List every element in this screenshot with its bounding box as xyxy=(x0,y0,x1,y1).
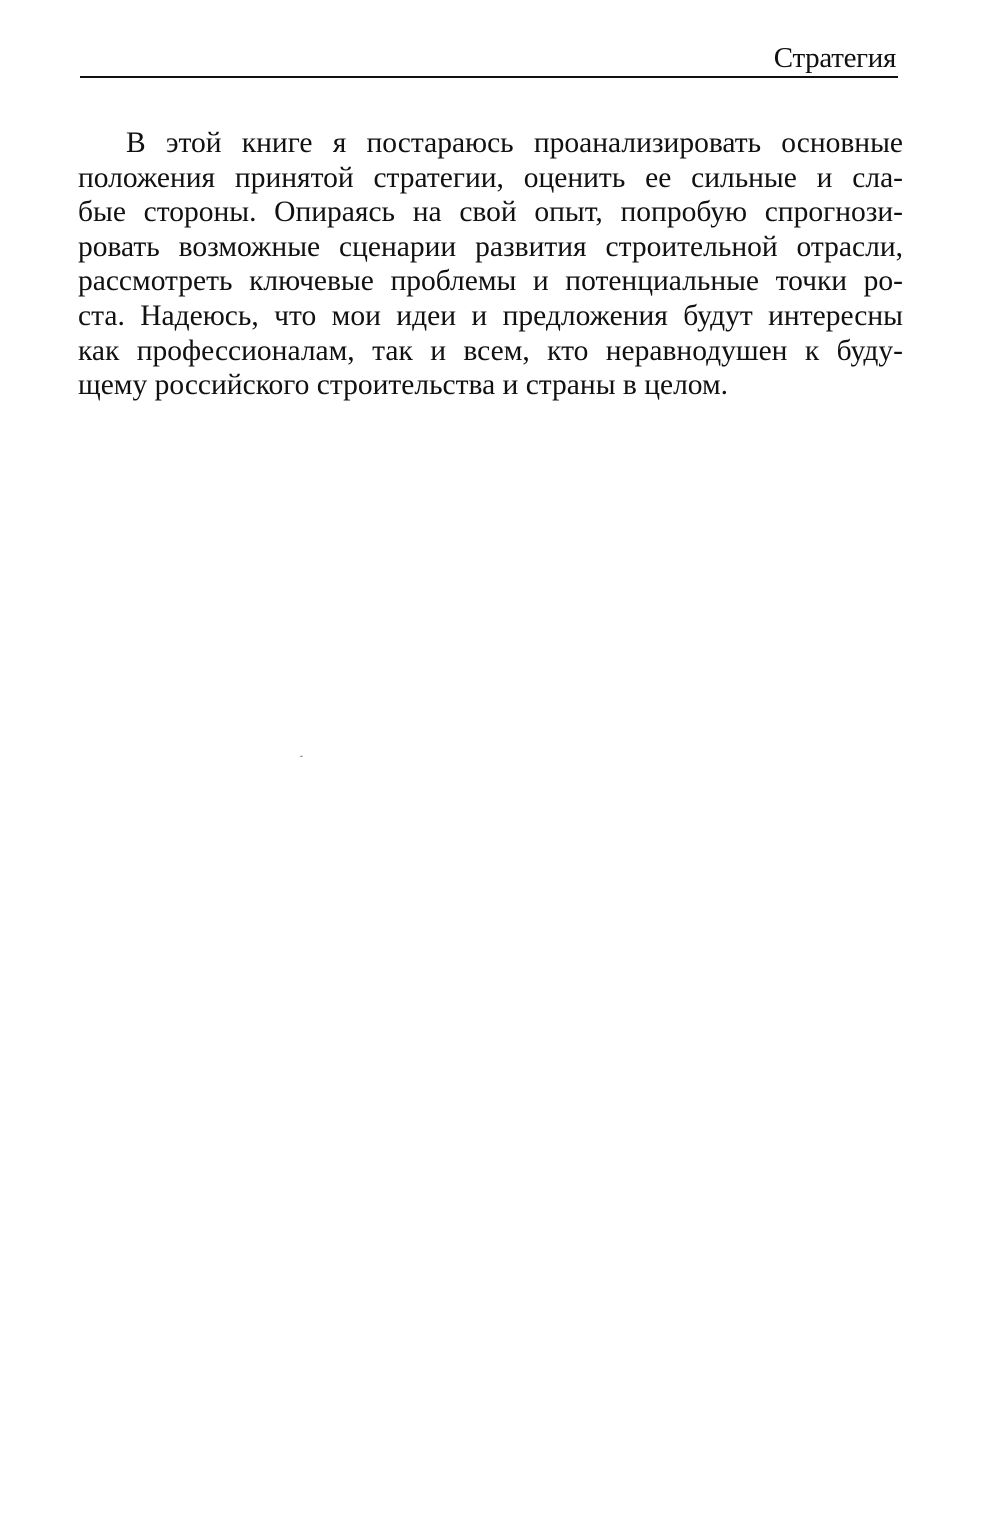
paragraph-line: В этой книге я постараюсь проанализировать основные xyxy=(126,127,903,159)
running-head-title: Стратегия xyxy=(773,42,896,74)
paragraph-line: ста. Надеюсь, что мои идеи и предложения будут интересны xyxy=(78,299,903,332)
paragraph-line: положения принятой стратегии, оценить ее сильные и сла- xyxy=(78,161,903,194)
paragraph-line: бые стороны. Опираясь на свой опыт, попробую спрогнози- xyxy=(78,196,903,229)
running-head xyxy=(80,36,898,78)
body-paragraph xyxy=(78,126,903,403)
paragraph-line: ровать возможные сценарии развития строительной отрасли, xyxy=(78,230,903,263)
paragraph-line: рассмотреть ключевые проблемы и потенциальные точки ро- xyxy=(78,265,903,298)
scan-speck: ˊ xyxy=(293,752,305,766)
paragraph-line: как профессионалам, так и всем, кто неравнодушен к буду- xyxy=(78,334,903,367)
paragraph-line: щему российского строительства и страны в целом. xyxy=(78,369,729,402)
